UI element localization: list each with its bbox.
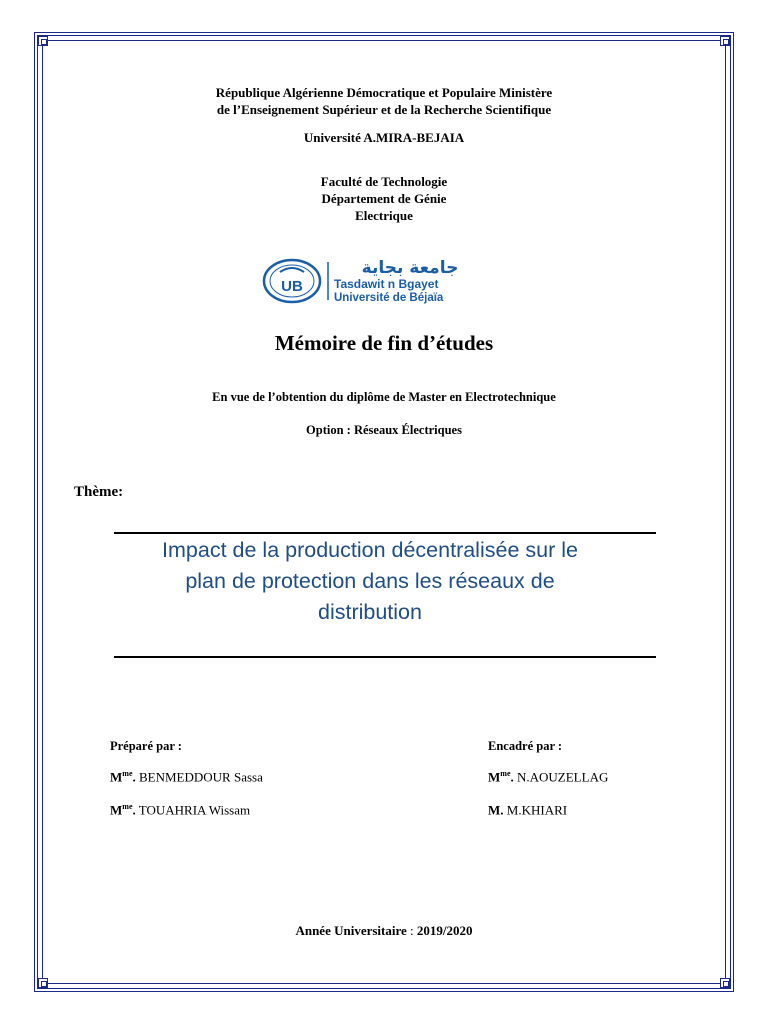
theme-label: Thème:	[74, 484, 124, 500]
university-name: Université A.MIRA-BEJAIA	[303, 130, 465, 145]
author-name: $M^{me}$. BENMEDDOUR Sassa	[110, 769, 263, 785]
title-rule-bottom	[114, 656, 656, 658]
supervisor-name: $M^{me}$. N.AOUZELLAG	[488, 769, 609, 785]
thesis-title-line-3: distribution	[318, 600, 422, 624]
ministry-line-1: République Algérienne Démocratique et Populaire Ministère	[215, 85, 553, 100]
faculty-block	[0, 173, 768, 224]
thesis-title-line-1: Impact de la production décentralisée sur le	[162, 538, 578, 562]
border-corner-ornament	[38, 36, 48, 46]
supervised-by-label: Encadré par :	[488, 739, 563, 753]
document-type: Mémoire de fin d’études	[274, 331, 494, 355]
prepared-by-label: Préparé par :	[110, 739, 182, 753]
thesis-title-line-2: plan de protection dans les réseaux de	[185, 569, 555, 593]
logo-french-name: Université de Béjaïa	[334, 292, 444, 304]
university-emblem-icon	[262, 258, 507, 304]
degree-purpose: En vue de l’obtention du diplôme de Master en Electrotechnique	[212, 390, 556, 404]
ministry-header	[0, 84, 768, 118]
ministry-line-2: de l’Enseignement Supérieur et de la Recherche Scientifique	[216, 102, 552, 117]
border-corner-ornament	[720, 978, 730, 988]
logo-arabic-name: جامعة بجاية	[361, 258, 459, 278]
title-rule-top	[114, 532, 656, 534]
author-name: $M^{me}$. TOUAHRIA Wissam	[110, 802, 251, 818]
department-name-cont: Electrique	[355, 208, 413, 223]
department-name: Département de Génie	[321, 191, 447, 206]
degree-option: Option : Réseaux Électriques	[306, 423, 462, 437]
university-logo	[262, 258, 507, 304]
thesis-title	[110, 535, 630, 628]
academic-year: Année Universitaire : 2019/2020	[295, 923, 473, 938]
border-corner-ornament	[38, 978, 48, 988]
border-corner-ornament	[720, 36, 730, 46]
emblem-letters: UB	[281, 278, 303, 295]
logo-tamazight-name: Tasdawit n Bgayet	[334, 277, 439, 291]
faculty-name: Faculté de Technologie	[320, 174, 448, 189]
supervisor-name: M. M.KHIARI	[488, 802, 568, 818]
